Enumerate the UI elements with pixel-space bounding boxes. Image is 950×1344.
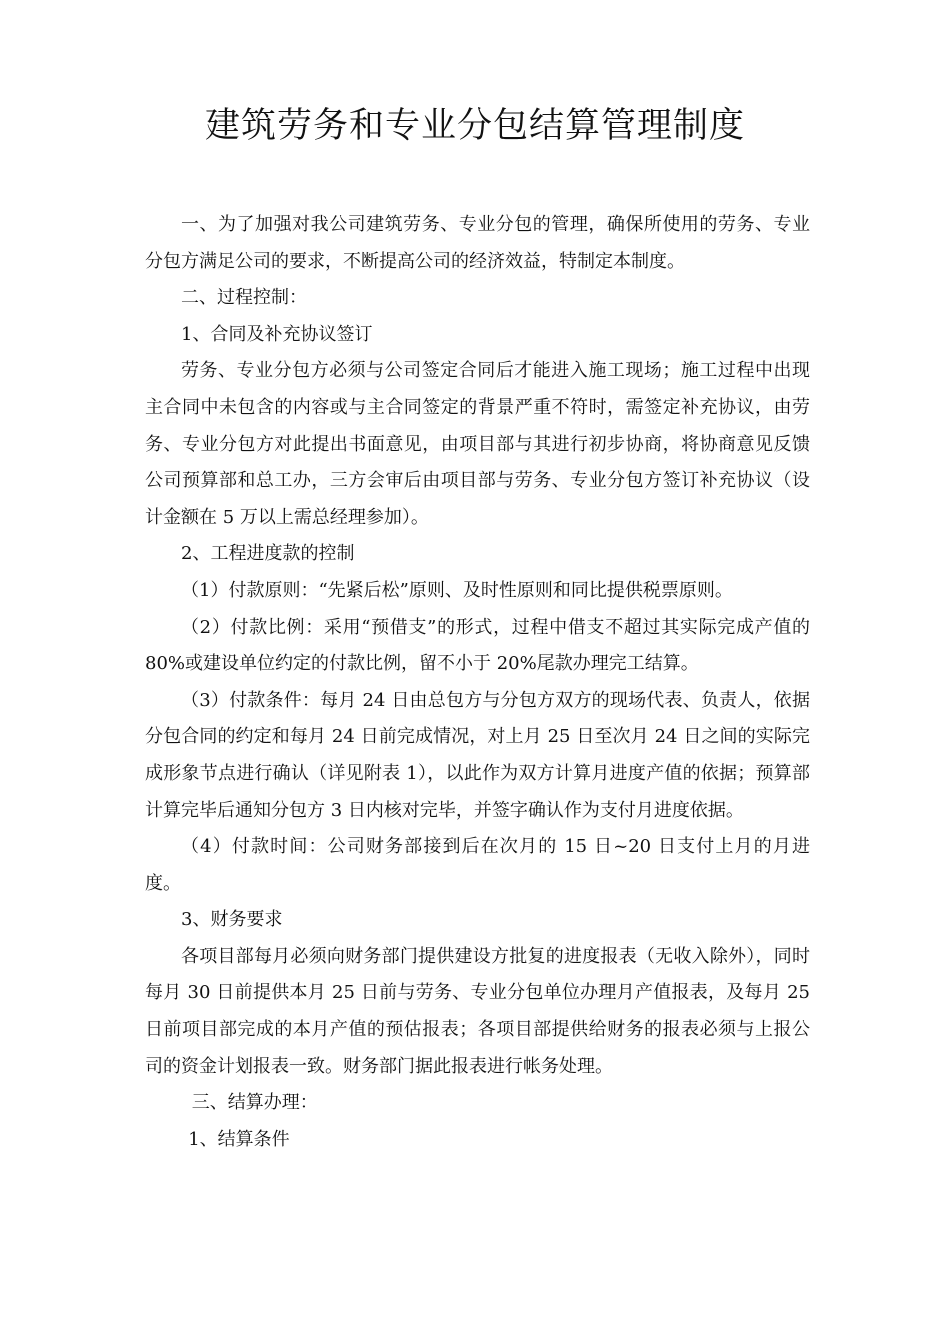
paragraph-finance-requirements: 各项目部每月必须向财务部门提供建设方批复的进度报表（无收入除外），同时每月 30 日前提供本月 25 日前与劳务、专业分包单位办理月产值报表，及每月 25 日前项目部完成的本月产值的预估报表；各项目部提供给财务的报表必须与上报公司的资金计划报表一致。财务部门据此报表进行帐务处理。 [145, 945, 810, 1077]
heading-process-control: 二、过程控制： [181, 287, 307, 309]
heading-finance-requirements: 3、财务要求 [181, 909, 283, 931]
paragraph-payment-ratio: （2）付款比例：采用“预借支”的形式，过程中借支不超过其实际完成产值的 80%或建设单位约定的付款比例，留不小于 20%尾款办理完工结算。 [145, 616, 810, 675]
paragraph-payment-principle: （1）付款原则：“先紧后松”原则、及时性原则和同比提供税票原则。 [181, 579, 733, 601]
heading-progress-payment: 2、工程进度款的控制 [181, 543, 355, 565]
heading-settlement: 三、结算办理： [191, 1092, 318, 1114]
document-title: 建筑劳务和专业分包结算管理制度 [204, 106, 745, 146]
paragraph-purpose: 一、为了加强对我公司建筑劳务、专业分包的管理，确保所使用的劳务、专业分包方满足公司的要求，不断提高公司的经济效益，特制定本制度。 [145, 214, 810, 272]
document-body [145, 207, 810, 1158]
heading-settlement-conditions: 1、结算条件 [188, 1128, 290, 1150]
heading-contract-signing: 1、合同及补充协议签订 [181, 323, 373, 345]
paragraph-payment-conditions: （3）付款条件：每月 24 日由总包方与分包方双方的现场代表、负责人，依据分包合同的约定和每月 24 日前完成情况，对上月 25 日至次月 24 日之间的实际完成形象节点进行确认（详见附表 1），以此作为双方计算月进度产值的依据；预算部计算完毕后通知分包方 3 日内核对完毕，并签字确认作为支付月进度依据。 [145, 689, 810, 821]
paragraph-contract-signing: 劳务、专业分包方必须与公司签定合同后才能进入施工现场；施工过程中出现主合同中未包含的内容或与主合同签定的背景严重不符时，需签定补充协议，由劳务、专业分包方对此提出书面意见，由项目部与其进行初步协商，将协商意见反馈公司预算部和总工办，三方会审后由项目部与劳务、专业分包方签订补充协议（设计金额在 5 万以上需总经理参加）。 [145, 360, 810, 528]
paragraph-payment-time: （4）付款时间：公司财务部接到后在次月的 15 日~20 日支付上月的月进度。 [145, 836, 810, 894]
